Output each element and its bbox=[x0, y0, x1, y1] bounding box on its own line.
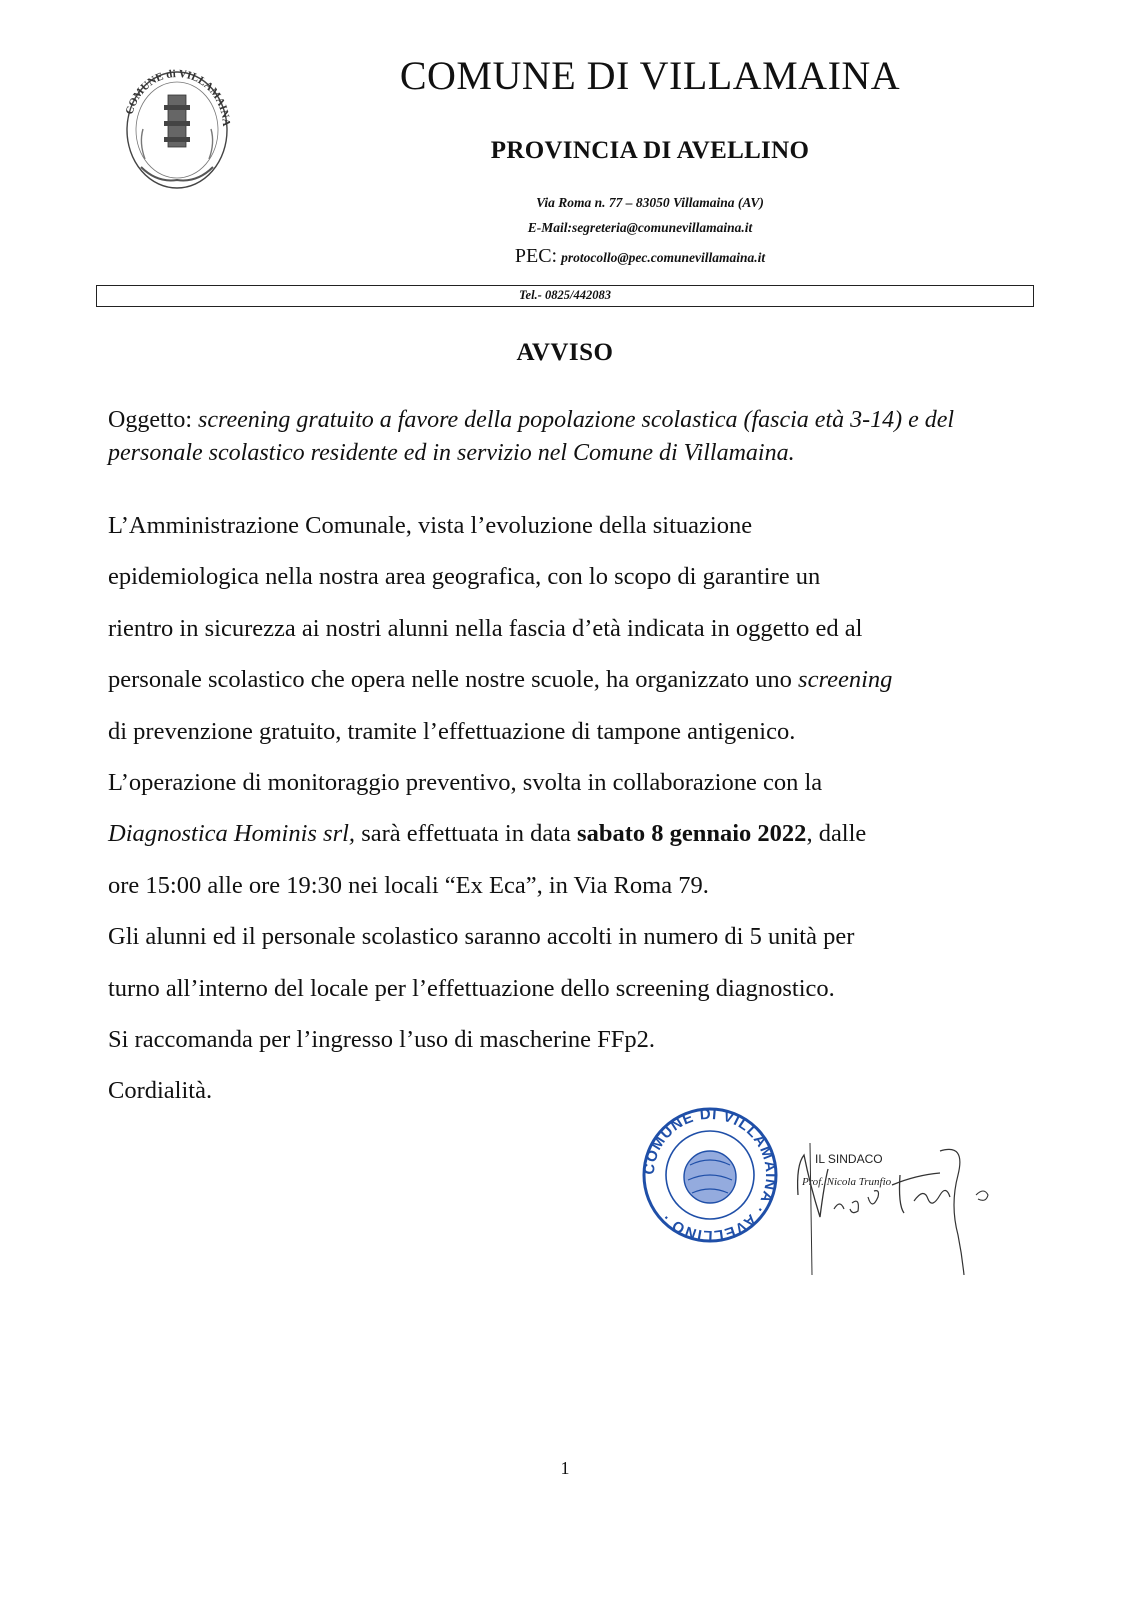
mayor-signature bbox=[790, 1135, 1020, 1285]
pec-label: PEC: bbox=[514, 245, 558, 267]
company-name: Diagnostica Hominis srl, bbox=[108, 820, 356, 848]
subject-paragraph bbox=[108, 404, 1028, 470]
body-line: L’operazione di monitoraggio preventivo, svolta in collaborazione con la bbox=[108, 769, 823, 797]
pec-line bbox=[330, 245, 950, 268]
closing-greeting: Cordialità. bbox=[108, 1077, 213, 1105]
pec-address: protocollo@pec.comunevillamaina.it bbox=[561, 250, 766, 265]
body-line: rientro in sicurezza ai nostri alunni nella fascia d’età indicata in oggetto ed al bbox=[108, 614, 863, 642]
notice-heading: AVVISO bbox=[516, 339, 614, 366]
body-line: L’Amministrazione Comunale, vista l’evoluzione della situazione bbox=[108, 512, 753, 539]
body-line: turno all’interno del locale per l’effettuazione dello screening diagnostico. bbox=[108, 974, 835, 1002]
address-line: Via Roma n. 77 – 83050 Villamaina (AV) bbox=[536, 195, 764, 210]
body-line bbox=[108, 808, 1033, 859]
municipal-seal-logo bbox=[117, 55, 237, 195]
page-number: 1 bbox=[560, 1458, 570, 1478]
body-line: epidemiologica nella nostra area geografica, con lo scopo di garantire un bbox=[108, 563, 821, 591]
body-text: sarà effettuata in data bbox=[355, 820, 578, 848]
email-line: E-Mail:segreteria@comunevillamaina.it bbox=[527, 220, 753, 235]
svg-text:IL SINDACO: IL SINDACO bbox=[815, 1152, 883, 1166]
province-title: PROVINCIA DI AVELLINO bbox=[490, 137, 810, 164]
svg-text:COMUNE DI VILLAMAINA · AVELLIN: COMUNE DI VILLAMAINA · AVELLINO · bbox=[640, 1105, 780, 1245]
body-line: ore 15:00 alle ore 19:30 nei locali “Ex Eca”, in Via Roma 79. bbox=[108, 871, 709, 899]
body-line bbox=[108, 654, 1033, 705]
body-line: di prevenzione gratuito, tramite l’effettuazione di tampone antigenico. bbox=[108, 717, 796, 745]
body-line: Gli alunni ed il personale scolastico saranno accolti in numero di 5 unità per bbox=[108, 923, 855, 951]
svg-text:COMUNE di VILLAMAINA: COMUNE di VILLAMAINA bbox=[123, 67, 233, 127]
notice-body bbox=[108, 500, 1033, 1117]
telephone-line: Tel.- 0825/442083 bbox=[519, 288, 611, 302]
event-date: sabato 8 gennaio 2022 bbox=[577, 820, 807, 848]
screening-term: screening bbox=[798, 666, 893, 694]
svg-text:Prof. Nicola Trunfio: Prof. Nicola Trunfio bbox=[802, 1176, 892, 1188]
subject-text: screening gratuito a favore della popolazione scolastica (fascia età 3-14) e del personale scolastico residente ed in servizio nel Comune di Villamaina. bbox=[108, 407, 955, 466]
municipality-title: COMUNE DI VILLAMAINA bbox=[399, 53, 901, 98]
subject-label: Oggetto: bbox=[108, 407, 192, 433]
body-text: personale scolastico che opera nelle nostre scuole, ha organizzato uno bbox=[108, 666, 799, 694]
official-stamp bbox=[640, 1105, 780, 1245]
body-line: Si raccomanda per l’ingresso l’uso di mascherine FFp2. bbox=[108, 1026, 656, 1054]
body-text: , dalle bbox=[806, 820, 867, 848]
